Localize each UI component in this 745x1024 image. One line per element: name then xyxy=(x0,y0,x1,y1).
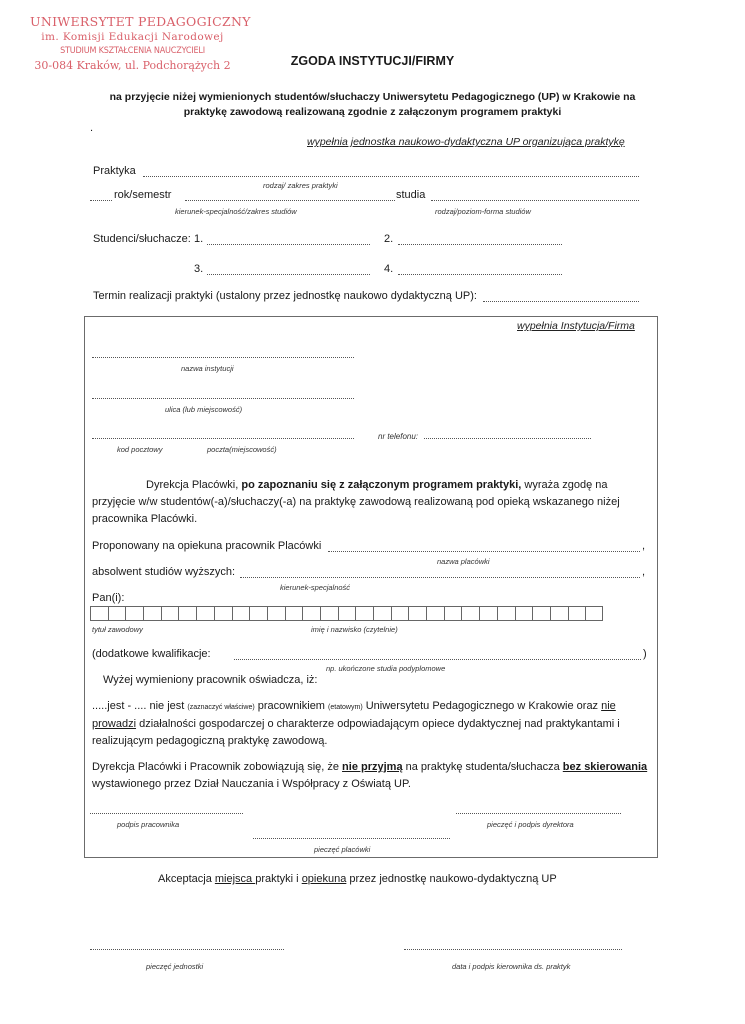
name-letter-box[interactable] xyxy=(214,606,232,621)
name-letter-boxes[interactable] xyxy=(90,606,603,621)
name-letter-box[interactable] xyxy=(178,606,196,621)
student-3-num: 3. xyxy=(194,263,204,275)
subtitle-line2: praktykę zawodową realizowaną zgodnie z załączonym programem praktyki xyxy=(183,106,562,118)
consent-paragraph: Dyrekcja Placówki, po zapoznaniu się z załączonym programem praktyki, wyraża zgodę na przyjęcie w/w studentów(-a)/słuchaczy(-a) na praktykę zawodową realizowaną pod opieką wskazanego niżej pracownika Placówki. xyxy=(92,479,620,525)
name-letter-box[interactable] xyxy=(338,606,356,621)
rok-prefix-field[interactable] xyxy=(90,200,112,201)
name-letter-box[interactable] xyxy=(426,606,444,621)
name-letter-box[interactable] xyxy=(444,606,462,621)
director-signature-hint: pieczęć i podpis dyrektora xyxy=(487,820,574,829)
unit-stamp-hint: pieczęć jednostki xyxy=(146,962,204,971)
name-letter-box[interactable] xyxy=(249,606,267,621)
kod-pocztowy-hint: kod pocztowy xyxy=(117,445,163,454)
kwalifikacje-hint: np. ukończone studia podyplomowe xyxy=(326,664,446,673)
university-stamp-line4: 30-084 Kraków, ul. Podchorążych 2 xyxy=(34,59,231,72)
worker-signature-hint: podpis pracownika xyxy=(117,820,180,829)
commitment-paragraph: Dyrekcja Placówki i Pracownik zobowiązują się, że nie przyjmą na praktykę studenta/słuchacza bez skierowania wystawionego przez Dział Nauczania i Współpracy z Oświatą UP. xyxy=(92,761,648,790)
name-letter-box[interactable] xyxy=(461,606,479,621)
kod-poczta-field[interactable] xyxy=(92,438,354,439)
name-letter-box[interactable] xyxy=(320,606,338,621)
name-letter-box[interactable] xyxy=(408,606,426,621)
nazwa-placowki-hint: nazwa placówki xyxy=(437,557,490,566)
name-letter-box[interactable] xyxy=(143,606,161,621)
tytul-zawodowy-hint: tytuł zawodowy xyxy=(92,625,143,634)
nazwa-instytucji-hint: nazwa instytucji xyxy=(181,364,234,373)
name-letter-box[interactable] xyxy=(373,606,391,621)
page-title: ZGODA INSTYTUCJI/FIRMY xyxy=(290,54,455,68)
studia-label: studia xyxy=(396,189,426,201)
name-letter-box[interactable] xyxy=(232,606,250,621)
name-letter-box[interactable] xyxy=(355,606,373,621)
telefon-label: nr telefonu: xyxy=(378,432,419,441)
worker-signature-field[interactable] xyxy=(90,813,243,814)
name-letter-box[interactable] xyxy=(391,606,409,621)
name-letter-box[interactable] xyxy=(479,606,497,621)
student-1-field[interactable] xyxy=(207,244,370,245)
name-letter-box[interactable] xyxy=(585,606,603,621)
name-letter-box[interactable] xyxy=(550,606,568,621)
oswiadcza-text: Wyżej wymieniony pracownik oświadcza, iż: xyxy=(103,674,318,686)
comma: , xyxy=(642,566,646,578)
fill-note-up: wypełnia jednostka naukowo-dydaktyczna UP organizująca praktykę xyxy=(307,136,625,148)
head-signature-hint: data i podpis kierownika ds. praktyk xyxy=(452,962,571,971)
kwalifikacje-close: ) xyxy=(643,648,647,660)
director-signature-field[interactable] xyxy=(456,813,621,814)
name-letter-box[interactable] xyxy=(161,606,179,621)
termin-field[interactable] xyxy=(483,301,639,302)
student-3-field[interactable] xyxy=(207,274,370,275)
praktyka-hint: rodzaj/ zakres praktyki xyxy=(263,181,338,190)
name-letter-box[interactable] xyxy=(532,606,550,621)
comma: , xyxy=(642,540,646,552)
kierunek-specjalnosc-hint: kierunek-specjalność xyxy=(280,583,351,592)
students-label: Studenci/słuchacze: xyxy=(93,233,191,245)
institution-stamp-hint: pieczęć placówki xyxy=(314,845,371,854)
name-letter-box[interactable] xyxy=(568,606,586,621)
praktyka-field[interactable] xyxy=(143,176,639,177)
name-letter-box[interactable] xyxy=(497,606,515,621)
poczta-hint: poczta(miejscowość) xyxy=(207,445,277,454)
opiekun-label: Proponowany na opiekuna pracownik Placówki xyxy=(92,540,322,552)
student-4-field[interactable] xyxy=(398,274,562,275)
bullet-mark: . xyxy=(90,122,94,134)
absolwent-field[interactable] xyxy=(240,577,640,578)
rok-semestr-label: rok/semestr xyxy=(114,189,172,201)
name-letter-box[interactable] xyxy=(90,606,108,621)
kwalifikacje-label: (dodatkowe kwalifikacje: xyxy=(92,648,211,660)
ulica-hint: ulica (lub miejscowość) xyxy=(165,405,243,414)
ulica-field[interactable] xyxy=(92,398,354,399)
university-stamp-line3: STUDIUM KSZTAŁCENIA NAUCZYCIELI xyxy=(60,46,205,56)
student-2-num: 2. xyxy=(384,233,394,245)
kwalifikacje-field[interactable] xyxy=(234,659,641,660)
termin-label: Termin realizacji praktyki (ustalony przez jednostkę naukowo dydaktyczną UP): xyxy=(93,290,477,302)
name-letter-box[interactable] xyxy=(108,606,126,621)
institution-stamp-field[interactable] xyxy=(253,838,450,839)
subtitle-line1: na przyjęcie niżej wymienionych studentów/słuchaczy Uniwersytetu Pedagogicznego (UP) w Krakowie na xyxy=(109,91,636,103)
head-signature-field[interactable] xyxy=(404,949,622,950)
declaration-paragraph: .....jest - .... nie jest (zaznaczyć właściwe) pracownikiem (etatowym) Uniwersytetu Pedagogicznego w Krakowie oraz nie prowadzi działalności gospodarczej o charakterze odpowiadającym opiece dydaktycznej nad praktykantami i realizującym pedagogiczną praktykę zawodową. xyxy=(92,700,620,747)
university-stamp-line2: im. Komisji Edukacji Narodowej xyxy=(41,31,224,43)
pan-label: Pan(i): xyxy=(92,592,125,604)
opiekun-field[interactable] xyxy=(328,551,640,552)
studia-field[interactable] xyxy=(431,200,639,201)
kierunek-hint: kierunek-specjalność/zakres studiów xyxy=(175,207,297,216)
student-4-num: 4. xyxy=(384,263,394,275)
studia-hint: rodzaj/poziom-forma studiów xyxy=(435,207,531,216)
student-1-num: 1. xyxy=(194,233,204,245)
unit-stamp-field[interactable] xyxy=(90,949,284,950)
acceptance-text: Akceptacja miejsca praktyki i opiekuna przez jednostkę naukowo-dydaktyczną UP xyxy=(158,873,557,885)
name-letter-box[interactable] xyxy=(267,606,285,621)
name-letter-box[interactable] xyxy=(515,606,533,621)
name-letter-box[interactable] xyxy=(125,606,143,621)
student-2-field[interactable] xyxy=(398,244,562,245)
university-stamp-line1: UNIWERSYTET PEDAGOGICZNY xyxy=(30,14,251,29)
kierunek-field[interactable] xyxy=(185,200,395,201)
nazwa-instytucji-field[interactable] xyxy=(92,357,354,358)
fill-note-firm: wypełnia Instytucja/Firma xyxy=(517,320,635,332)
imie-nazwisko-hint: imię i nazwisko (czytelnie) xyxy=(311,625,398,634)
name-letter-box[interactable] xyxy=(285,606,303,621)
name-letter-box[interactable] xyxy=(302,606,320,621)
telefon-field[interactable] xyxy=(424,438,591,439)
absolwent-label: absolwent studiów wyższych: xyxy=(92,566,236,578)
praktyka-label: Praktyka xyxy=(93,165,136,177)
name-letter-box[interactable] xyxy=(196,606,214,621)
